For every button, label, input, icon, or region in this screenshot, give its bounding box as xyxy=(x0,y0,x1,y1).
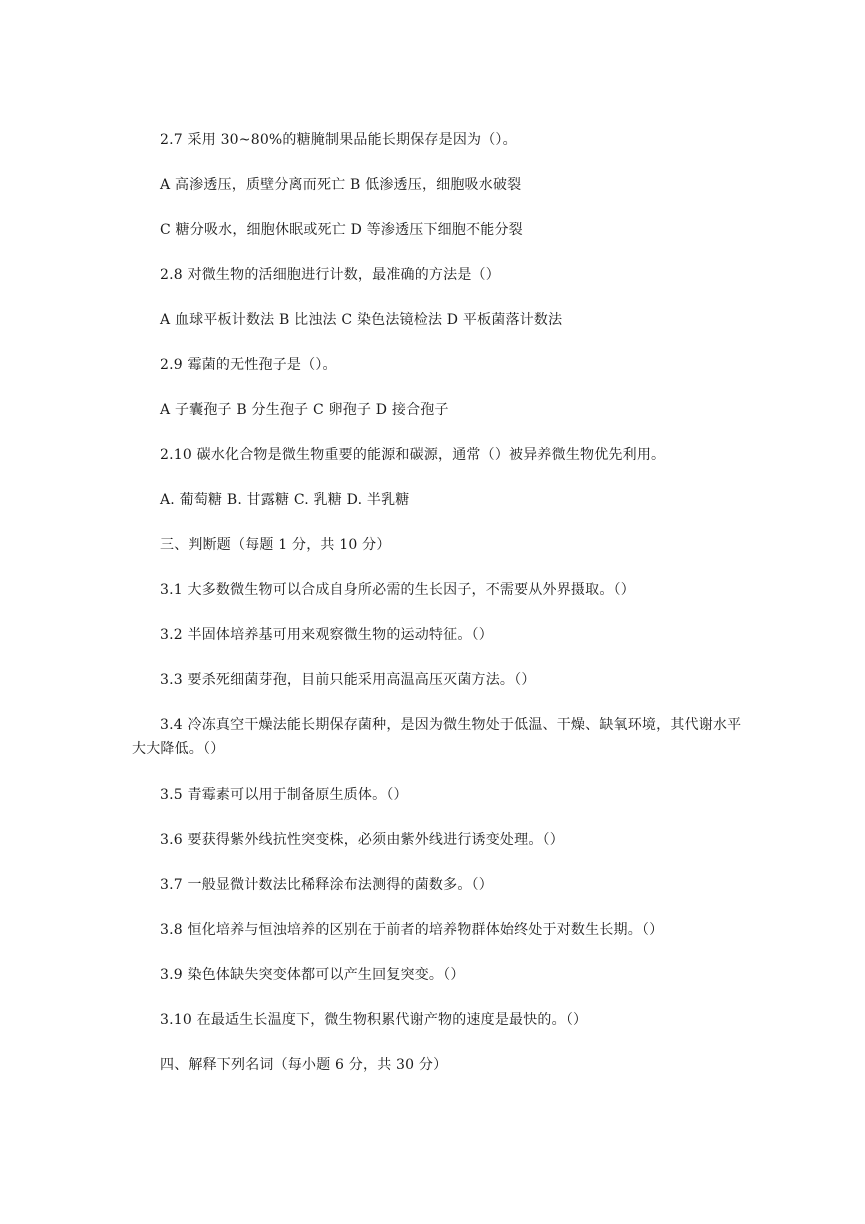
question-3-2: 3.2 半固体培养基可用来观察微生物的运动特征。（） xyxy=(160,627,493,643)
question-2-7: 2.7 采用 30~80%的糖腌制果品能长期保存是因为（）。 xyxy=(160,132,517,148)
question-2-7-options-ab: A 高渗透压，质壁分离而死亡 B 低渗透压，细胞吸水破裂 xyxy=(160,177,522,193)
question-3-6: 3.6 要获得紫外线抗性突变株，必须由紫外线进行诱变处理。（） xyxy=(160,832,564,848)
question-3-1: 3.1 大多数微生物可以合成自身所必需的生长因子，不需要从外界摄取。（） xyxy=(160,582,635,598)
question-3-5: 3.5 青霉素可以用于制备原生质体。（） xyxy=(160,787,408,803)
question-2-9: 2.9 霉菌的无性孢子是（）。 xyxy=(160,357,337,373)
question-2-7-options-cd: C 糖分吸水，细胞休眠或死亡 D 等渗透压下细胞不能分裂 xyxy=(160,222,523,238)
question-3-9: 3.9 染色体缺失突变体都可以产生回复突变。（） xyxy=(160,967,465,983)
question-3-10: 3.10 在最适生长温度下，微生物积累代谢产物的速度是最快的。（） xyxy=(160,1012,588,1028)
question-3-8: 3.8 恒化培养与恒浊培养的区别在于前者的培养物群体始终处于对数生长期。（） xyxy=(160,922,664,938)
question-3-3: 3.3 要杀死细菌芽孢，目前只能采用高温高压灭菌方法。（） xyxy=(160,672,536,688)
question-2-10-options: A. 葡萄糖 B. 甘露糖 C. 乳糖 D. 半乳糖 xyxy=(160,492,410,508)
question-2-9-options: A 子囊孢子 B 分生孢子 C 卵孢子 D 接合孢子 xyxy=(160,402,449,418)
question-2-10: 2.10 碳水化合物是微生物重要的能源和碳源，通常（）被异养微生物优先利用。 xyxy=(160,447,666,463)
section-heading-terms: 四、解释下列名词（每小题 6 分，共 30 分） xyxy=(160,1057,448,1073)
question-2-8-options: A 血球平板计数法 B 比浊法 C 染色法镜检法 D 平板菌落计数法 xyxy=(160,312,563,328)
question-3-7: 3.7 一般显微计数法比稀释涂布法测得的菌数多。（） xyxy=(160,877,493,893)
question-2-8: 2.8 对微生物的活细胞进行计数，最准确的方法是（） xyxy=(160,267,500,283)
question-3-4: 3.4 冷冻真空干燥法能长期保存菌种，是因为微生物处于低温、干燥、缺氧环境，其代谢水平大大降低。（） xyxy=(132,717,742,757)
section-heading-judgment: 三、判断题（每题 1 分，共 10 分） xyxy=(160,537,391,553)
